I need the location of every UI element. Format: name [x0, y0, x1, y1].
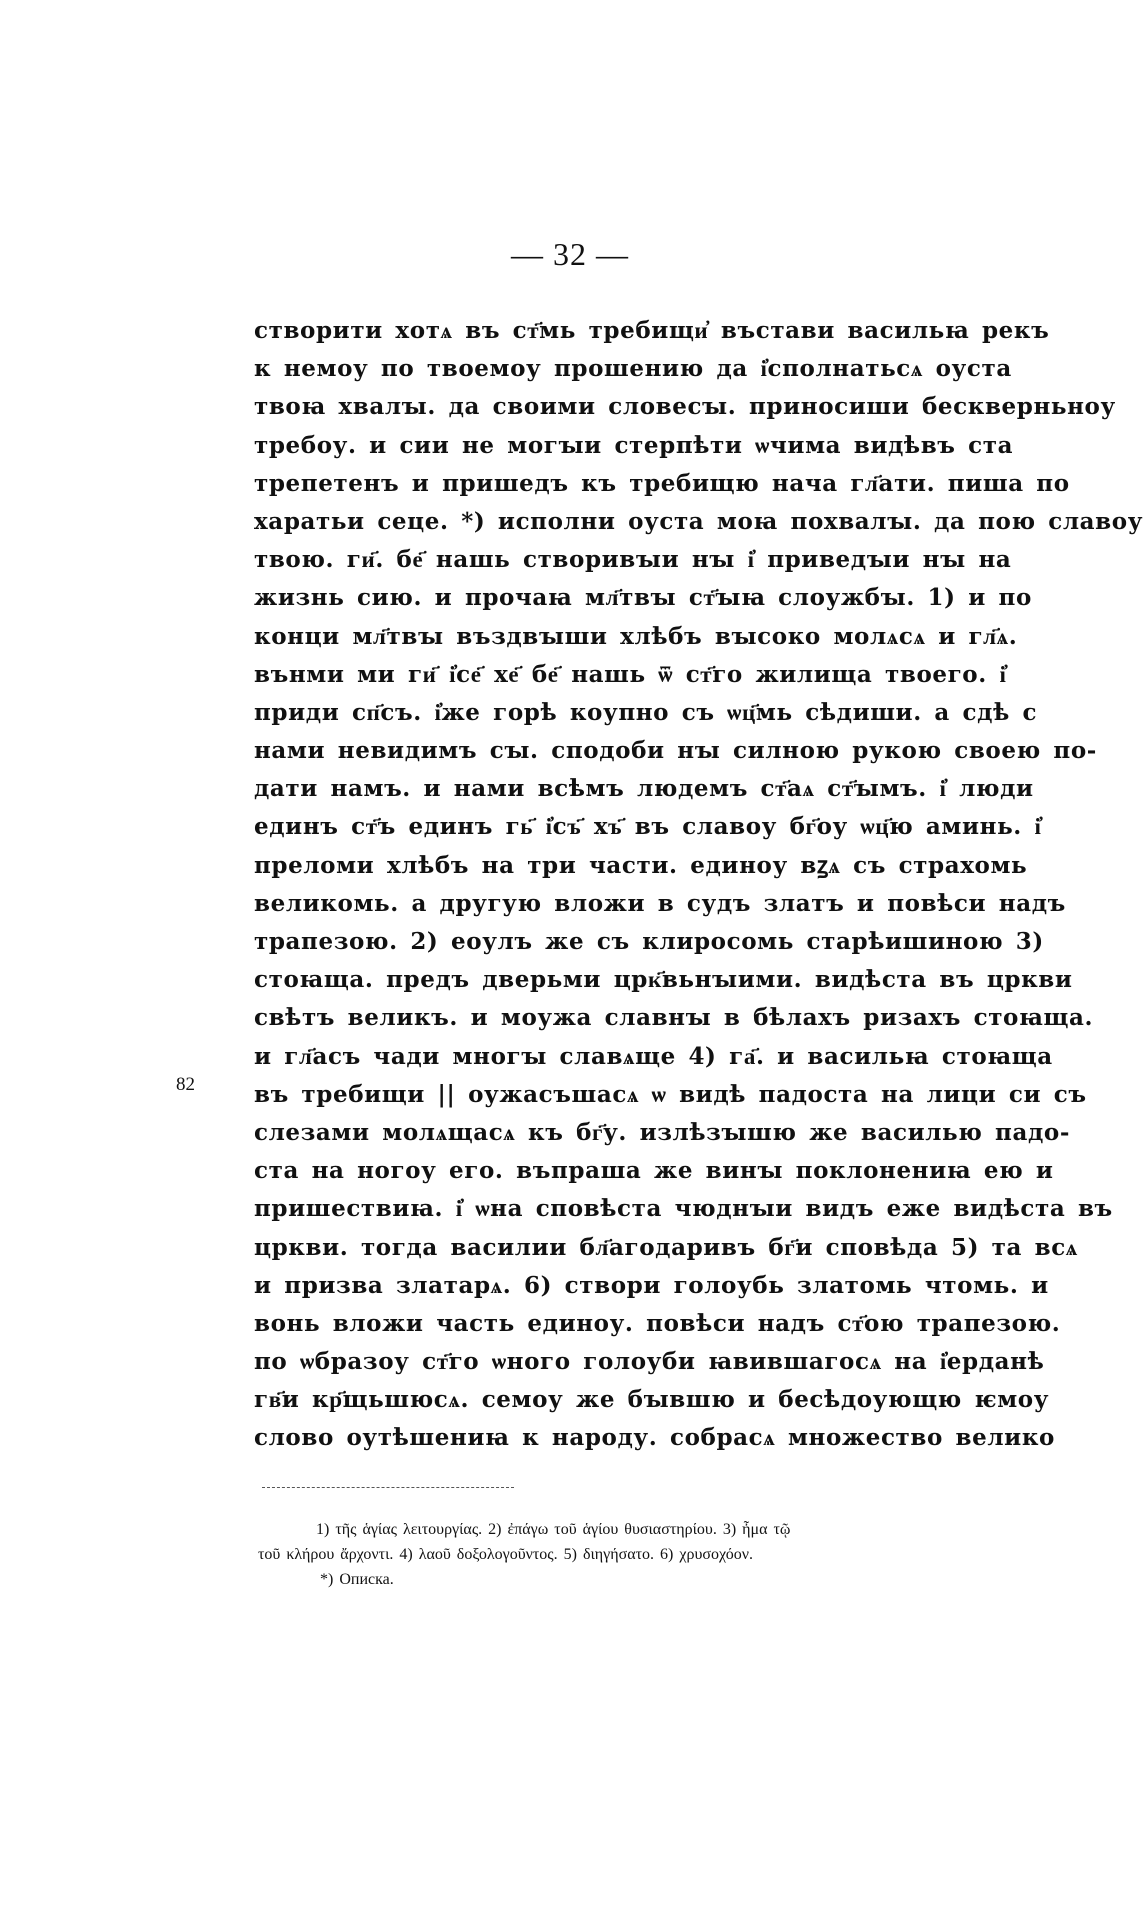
text-line: твоꙗ хвалꙑ. да своими словесꙑ. приносиши бескверньноу	[254, 393, 1116, 421]
footnote-line: *) Описка.	[320, 1571, 394, 1588]
text-line: великомь. а другую вложи в судъ златъ и повѣси надъ	[254, 889, 1066, 917]
text-line: и гл҃асъ чади многꙑ славѧще 4) га҃. и васильꙗ стоꙗща	[254, 1042, 1053, 1070]
text-line: цркви. тогда василии бл҃агодаривъ бг҃и сповѣда 5) та всѧ	[254, 1233, 1078, 1261]
text-line: слезами молѧщасѧ къ бг҃у. излѣзꙑшю же василью падо-	[254, 1118, 1071, 1146]
text-line: преломи хлѣбъ на три части. единоу вꙁѧ съ страхомь	[254, 851, 1028, 879]
footnote-divider	[262, 1487, 514, 1488]
text-line: нами невидимъ сꙑ. сподоби нꙑ силною рукою своею по-	[254, 737, 1097, 765]
margin-folio-number: 82	[176, 1074, 195, 1095]
text-line: трепетенъ и пришедъ къ требищю нача гл҃ати. пиша по	[254, 469, 1070, 497]
text-line: по ѡбразоу ст҃го ѡного голоуби ꙗвившагосѧ на і҆ерданѣ	[254, 1348, 1045, 1376]
text-line: к немоу по твоемоу прошению да і҆сполнатьсѧ оуста	[254, 355, 1012, 383]
text-line: и призва златарѧ. 6) створи голоубь златомь чтомь. и	[254, 1271, 1049, 1299]
text-line: конци мл҃твꙑ въздвꙑши хлѣбъ вꙑсоко молѧсѧ и гл҃ѧ.	[254, 622, 1018, 650]
text-line: свѣтъ великъ. и моужа славнꙑ в бѣлахъ ризахъ стоꙗща.	[254, 1004, 1094, 1032]
text-line: въ требищи || оужасъшасѧ ѡ видѣ падоста на лици си съ	[254, 1080, 1087, 1108]
text-line: пришествиꙗ. і҆ ѡна сповѣста чюднꙑи видъ еже видѣста въ	[254, 1195, 1113, 1223]
footnote-line: τοῦ κλήρου ἄρχοντι. 4) λαοῦ δοξολογοῦντος. 5) διηγήσατο. 6) χρυσοχόον.	[258, 1546, 753, 1563]
text-line: дати намъ. и нами всѣмъ людемъ ст҃аѧ ст҃ꙑмъ. і҆ люди	[254, 775, 1034, 803]
text-line: твою. ги҃. бе҃ нашь створивꙑи нꙑ і҆ приведꙑи нꙑ на	[254, 546, 1012, 574]
text-line: стоꙗща. предъ дверьми црк҃вьнꙑими. видѣста въ цркви	[254, 966, 1073, 994]
text-line: жизнь сию. и прочаꙗ мл҃твꙑ ст҃ꙑꙗ слоужбꙑ. 1) и по	[254, 584, 1032, 612]
text-line: вонь вложи часть единоу. повѣси надъ ст҃ою трапезою.	[254, 1309, 1061, 1337]
text-line: гв҃и кр҃щьшюсѧ. семоу же бꙑвшю и бесѣдоующю ѥмоу	[254, 1386, 1050, 1414]
footnote-line: 1) τῆς ἁγίας λειτουργίας. 2) ἐπάγω τοῦ ἁγίου θυσιαστηρίου. 3) ἦμα τῷ	[316, 1521, 791, 1538]
text-line: створити хотѧ въ ст҃мь требищи҆ въстави васильꙗ рекъ	[254, 317, 1050, 344]
main-text	[254, 312, 1143, 1458]
text-line: харатьи сеце. *) исполни оуста моꙗ похвалꙑ. да пою славоу	[254, 507, 1143, 535]
text-line: вънми ми ги҃ і҆се҃ хе҃ бе҃ нашь ѿ ст҃го жилища твоего. і҆	[254, 660, 1007, 688]
text-line: приди сп҃съ. і҆же горѣ коупно съ ѡц҃мь сѣдиши. а сдѣ с	[254, 698, 1038, 726]
text-line: ста на ногоу его. въпраша же винꙑ поклонениꙗ ею и	[254, 1157, 1054, 1185]
text-line: трапезою. 2) еоулъ же съ клиросомь старѣишиною 3)	[254, 928, 1044, 955]
text-line: требоу. и сии не могꙑи стерпѣти ѡчима видѣвъ ста	[254, 431, 1014, 459]
text-line: единъ ст҃ъ единъ гь҃ і҆съ҃ хъ҃ въ славоу бг҃оу ѡц҃ю аминь. і҆	[254, 813, 1042, 841]
text-line: слово оутѣшениꙗ к народу. собрасѧ множество велико	[254, 1424, 1055, 1452]
page-number: — 32 —	[511, 236, 629, 272]
footnotes	[258, 1517, 1048, 1592]
